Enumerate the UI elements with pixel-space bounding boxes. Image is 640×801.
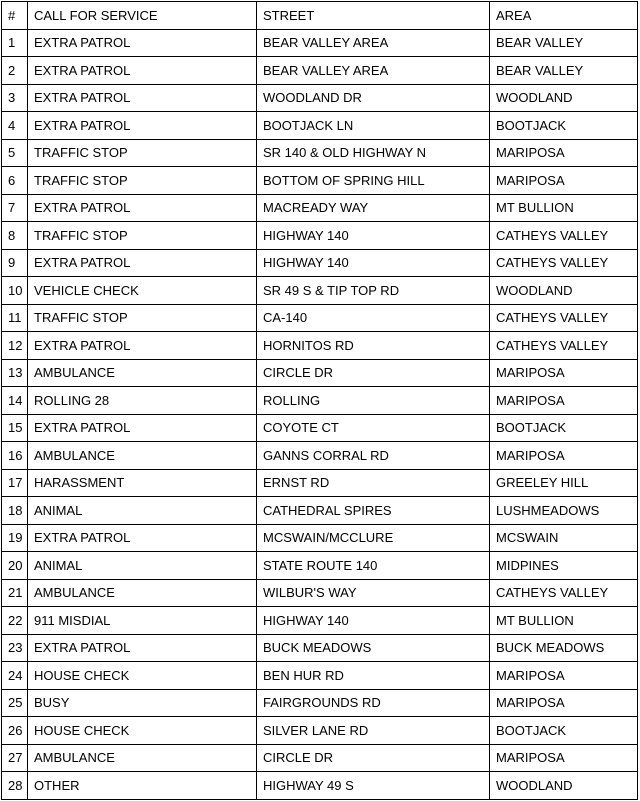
street-cell: WOODLAND DR	[257, 84, 490, 112]
street-cell: WILBUR'S WAY	[257, 579, 490, 607]
row-number-cell: 2	[2, 57, 28, 85]
row-number-cell: 21	[2, 579, 28, 607]
call-for-service-cell: HOUSE CHECK	[28, 662, 257, 690]
area-cell: BOOTJACK	[490, 717, 638, 745]
call-for-service-cell: EXTRA PATROL	[28, 524, 257, 552]
call-for-service-cell: TRAFFIC STOP	[28, 167, 257, 195]
street-cell: CIRCLE DR	[257, 359, 490, 387]
call-for-service-cell: TRAFFIC STOP	[28, 222, 257, 250]
area-cell: MARIPOSA	[490, 167, 638, 195]
row-number-cell: 12	[2, 332, 28, 360]
street-cell: CATHEDRAL SPIRES	[257, 497, 490, 525]
call-for-service-cell: ANIMAL	[28, 552, 257, 580]
street-cell: MCSWAIN/MCCLURE	[257, 524, 490, 552]
row-number-cell: 15	[2, 414, 28, 442]
row-number-cell: 8	[2, 222, 28, 250]
row-number-cell: 18	[2, 497, 28, 525]
area-cell: BEAR VALLEY	[490, 29, 638, 57]
row-number-cell: 11	[2, 304, 28, 332]
area-cell: BEAR VALLEY	[490, 57, 638, 85]
table-row	[2, 689, 638, 717]
row-number-cell: 22	[2, 607, 28, 635]
area-cell: BOOTJACK	[490, 414, 638, 442]
table-row	[2, 469, 638, 497]
area-cell: WOODLAND	[490, 772, 638, 800]
table-body	[2, 29, 638, 799]
area-cell: MARIPOSA	[490, 744, 638, 772]
table-row	[2, 359, 638, 387]
row-number-cell: 25	[2, 689, 28, 717]
call-for-service-cell: AMBULANCE	[28, 442, 257, 470]
table-row	[2, 387, 638, 415]
call-for-service-cell: EXTRA PATROL	[28, 84, 257, 112]
row-number-cell: 19	[2, 524, 28, 552]
table-row	[2, 249, 638, 277]
street-cell: HIGHWAY 49 S	[257, 772, 490, 800]
area-cell: WOODLAND	[490, 84, 638, 112]
table-row	[2, 112, 638, 140]
area-cell: CATHEYS VALLEY	[490, 332, 638, 360]
area-cell: MARIPOSA	[490, 662, 638, 690]
table-row	[2, 634, 638, 662]
row-number-cell: 6	[2, 167, 28, 195]
table-row	[2, 167, 638, 195]
call-for-service-cell: EXTRA PATROL	[28, 634, 257, 662]
street-cell: FAIRGROUNDS RD	[257, 689, 490, 717]
call-for-service-cell: VEHICLE CHECK	[28, 277, 257, 305]
street-cell: STATE ROUTE 140	[257, 552, 490, 580]
row-number-cell: 1	[2, 29, 28, 57]
table-row	[2, 29, 638, 57]
street-cell: SR 49 S & TIP TOP RD	[257, 277, 490, 305]
call-for-service-cell: EXTRA PATROL	[28, 249, 257, 277]
table-row	[2, 57, 638, 85]
area-cell: MARIPOSA	[490, 359, 638, 387]
table-row	[2, 607, 638, 635]
row-number-cell: 10	[2, 277, 28, 305]
street-cell: BOTTOM OF SPRING HILL	[257, 167, 490, 195]
table-row	[2, 717, 638, 745]
table-row	[2, 744, 638, 772]
area-cell: MT BULLION	[490, 194, 638, 222]
row-number-cell: 14	[2, 387, 28, 415]
call-for-service-cell: HOUSE CHECK	[28, 717, 257, 745]
street-cell: CA-140	[257, 304, 490, 332]
table-row	[2, 304, 638, 332]
header-number: #	[2, 2, 28, 30]
row-number-cell: 17	[2, 469, 28, 497]
street-cell: HIGHWAY 140	[257, 607, 490, 635]
calls-for-service-table	[1, 1, 638, 800]
street-cell: HORNITOS RD	[257, 332, 490, 360]
area-cell: BUCK MEADOWS	[490, 634, 638, 662]
table-row	[2, 139, 638, 167]
table-header-row	[2, 2, 638, 30]
row-number-cell: 3	[2, 84, 28, 112]
area-cell: MARIPOSA	[490, 139, 638, 167]
call-for-service-cell: EXTRA PATROL	[28, 57, 257, 85]
header-area: AREA	[490, 2, 638, 30]
street-cell: ERNST RD	[257, 469, 490, 497]
area-cell: MARIPOSA	[490, 387, 638, 415]
street-cell: CIRCLE DR	[257, 744, 490, 772]
call-for-service-cell: BUSY	[28, 689, 257, 717]
street-cell: SILVER LANE RD	[257, 717, 490, 745]
call-for-service-cell: EXTRA PATROL	[28, 194, 257, 222]
area-cell: CATHEYS VALLEY	[490, 304, 638, 332]
table-row	[2, 579, 638, 607]
street-cell: BEAR VALLEY AREA	[257, 29, 490, 57]
row-number-cell: 7	[2, 194, 28, 222]
row-number-cell: 20	[2, 552, 28, 580]
row-number-cell: 13	[2, 359, 28, 387]
table-row	[2, 414, 638, 442]
area-cell: MT BULLION	[490, 607, 638, 635]
street-cell: SR 140 & OLD HIGHWAY N	[257, 139, 490, 167]
street-cell: MACREADY WAY	[257, 194, 490, 222]
table-row	[2, 194, 638, 222]
table-row	[2, 442, 638, 470]
street-cell: ROLLING	[257, 387, 490, 415]
call-for-service-cell: EXTRA PATROL	[28, 29, 257, 57]
call-for-service-cell: AMBULANCE	[28, 579, 257, 607]
table-row	[2, 497, 638, 525]
header-street: STREET	[257, 2, 490, 30]
call-for-service-cell: EXTRA PATROL	[28, 112, 257, 140]
area-cell: MCSWAIN	[490, 524, 638, 552]
area-cell: CATHEYS VALLEY	[490, 249, 638, 277]
table-row	[2, 552, 638, 580]
area-cell: MIDPINES	[490, 552, 638, 580]
row-number-cell: 27	[2, 744, 28, 772]
street-cell: BOOTJACK LN	[257, 112, 490, 140]
street-cell: COYOTE CT	[257, 414, 490, 442]
row-number-cell: 24	[2, 662, 28, 690]
area-cell: MARIPOSA	[490, 689, 638, 717]
row-number-cell: 23	[2, 634, 28, 662]
call-for-service-cell: EXTRA PATROL	[28, 332, 257, 360]
row-number-cell: 28	[2, 772, 28, 800]
call-for-service-cell: AMBULANCE	[28, 744, 257, 772]
street-cell: HIGHWAY 140	[257, 249, 490, 277]
street-cell: BEN HUR RD	[257, 662, 490, 690]
street-cell: GANNS CORRAL RD	[257, 442, 490, 470]
header-call-for-service: CALL FOR SERVICE	[28, 2, 257, 30]
row-number-cell: 16	[2, 442, 28, 470]
row-number-cell: 5	[2, 139, 28, 167]
area-cell: CATHEYS VALLEY	[490, 579, 638, 607]
row-number-cell: 26	[2, 717, 28, 745]
area-cell: CATHEYS VALLEY	[490, 222, 638, 250]
area-cell: GREELEY HILL	[490, 469, 638, 497]
call-for-service-cell: TRAFFIC STOP	[28, 139, 257, 167]
table-row	[2, 84, 638, 112]
call-for-service-cell: OTHER	[28, 772, 257, 800]
area-cell: BOOTJACK	[490, 112, 638, 140]
row-number-cell: 4	[2, 112, 28, 140]
table-row	[2, 222, 638, 250]
table-row	[2, 332, 638, 360]
call-for-service-cell: HARASSMENT	[28, 469, 257, 497]
table-row	[2, 772, 638, 800]
call-for-service-cell: TRAFFIC STOP	[28, 304, 257, 332]
table-row	[2, 662, 638, 690]
call-for-service-cell: ANIMAL	[28, 497, 257, 525]
street-cell: BUCK MEADOWS	[257, 634, 490, 662]
call-for-service-cell: EXTRA PATROL	[28, 414, 257, 442]
call-for-service-cell: ROLLING 28	[28, 387, 257, 415]
area-cell: WOODLAND	[490, 277, 638, 305]
street-cell: HIGHWAY 140	[257, 222, 490, 250]
call-for-service-cell: 911 MISDIAL	[28, 607, 257, 635]
table-row	[2, 277, 638, 305]
street-cell: BEAR VALLEY AREA	[257, 57, 490, 85]
table-row	[2, 524, 638, 552]
call-for-service-cell: AMBULANCE	[28, 359, 257, 387]
area-cell: MARIPOSA	[490, 442, 638, 470]
row-number-cell: 9	[2, 249, 28, 277]
area-cell: LUSHMEADOWS	[490, 497, 638, 525]
